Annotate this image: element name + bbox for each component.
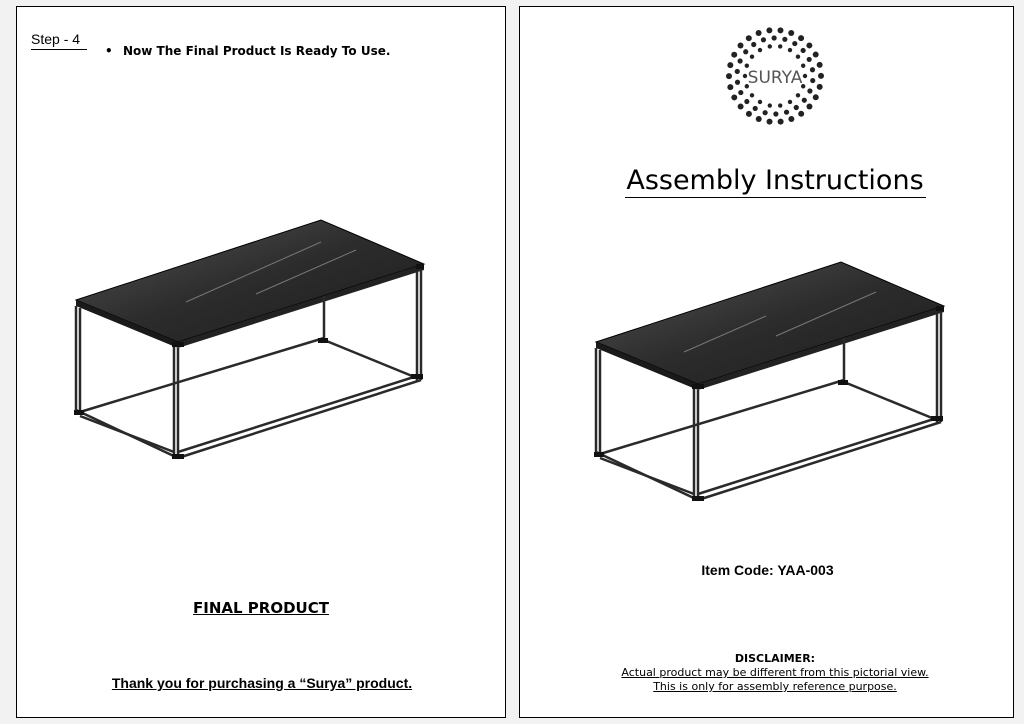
logo-dot: [801, 48, 806, 53]
logo-dot: [746, 35, 752, 41]
logo-dot: [731, 52, 737, 58]
logo-dot: [768, 103, 772, 107]
logo-dot: [744, 99, 749, 104]
step-underline: [31, 49, 87, 50]
logo-dot: [761, 37, 766, 42]
logo-dot: [743, 74, 747, 78]
logo-dot: [772, 35, 777, 40]
logo-dot: [731, 94, 737, 100]
product-illustration: [576, 254, 946, 506]
logo-dot: [806, 42, 812, 48]
logo-dot: [750, 93, 754, 97]
assembly-instructions-title: Assembly Instructions: [626, 165, 924, 196]
logo-dot: [763, 110, 768, 115]
logo-dot: [727, 62, 733, 68]
logo-dot: [782, 37, 787, 42]
disclaimer-line-1: Actual product may be different from this pictorial view.: [621, 666, 929, 679]
logo-dot: [806, 103, 812, 109]
logo-dot: [758, 48, 762, 52]
logo-text: SURYA: [747, 68, 803, 88]
logo-dot: [796, 55, 800, 59]
logo-dot: [738, 43, 744, 49]
logo-dot: [803, 74, 807, 78]
logo-dot: [807, 88, 812, 93]
surya-logo: [720, 21, 830, 131]
logo-dot: [778, 119, 784, 125]
logo-dot: [796, 93, 800, 97]
logo-dot: [788, 48, 792, 52]
logo-dot: [810, 67, 815, 72]
logo-dot: [753, 106, 758, 111]
logo-dot: [817, 84, 823, 90]
logo-dot: [792, 41, 797, 46]
final-product-label: FINAL PRODUCT: [193, 599, 329, 617]
logo-dot: [777, 27, 783, 33]
logo-dot: [788, 116, 794, 122]
logo-dot: [746, 111, 752, 117]
logo-dot: [794, 105, 799, 110]
disclaimer-title: DISCLAIMER:: [734, 652, 816, 665]
table-top: [76, 220, 424, 348]
logo-dot: [813, 94, 819, 100]
logo-dot: [788, 30, 794, 36]
instruction-text: Now The Final Product Is Ready To Use.: [123, 44, 391, 58]
table-top: [596, 262, 944, 390]
logo-dot: [778, 44, 782, 48]
logo-dot: [813, 52, 819, 58]
logo-dot: [743, 49, 748, 54]
logo-dot: [778, 103, 782, 107]
logo-dot: [807, 57, 812, 62]
logo-dot: [798, 35, 804, 41]
title-underline: [625, 197, 926, 198]
disclaimer-line-2: This is only for assembly reference purpose.: [653, 680, 897, 693]
logo-dot: [726, 73, 732, 79]
logo-dot: [817, 62, 823, 68]
step-label: Step - 4: [31, 31, 81, 47]
final-product-illustration: [56, 212, 426, 464]
bullet-icon: •: [105, 44, 113, 58]
logo-dot: [802, 98, 807, 103]
logo-dot: [751, 42, 756, 47]
logo-dot: [735, 80, 740, 85]
logo-dot: [756, 116, 762, 122]
logo-dot: [798, 111, 804, 117]
logo-dot: [750, 55, 754, 59]
logo-dot: [738, 90, 743, 95]
logo-dot: [738, 104, 744, 110]
thank-you-text: Thank you for purchasing a “Surya” product.: [111, 675, 413, 691]
logo-dot: [818, 73, 824, 79]
logo-dot: [810, 78, 815, 83]
logo-dot: [768, 44, 772, 48]
logo-dot: [784, 110, 789, 115]
logo-dot: [788, 100, 792, 104]
logo-dot: [727, 84, 733, 90]
logo-dot: [767, 119, 773, 125]
logo-dot: [735, 69, 740, 74]
logo-dot: [756, 30, 762, 36]
logo-dot: [758, 100, 762, 104]
logo-dot: [737, 58, 742, 63]
logo-dot: [766, 27, 772, 33]
item-code: Item Code: YAA-003: [701, 562, 834, 578]
logo-dot: [773, 111, 778, 116]
